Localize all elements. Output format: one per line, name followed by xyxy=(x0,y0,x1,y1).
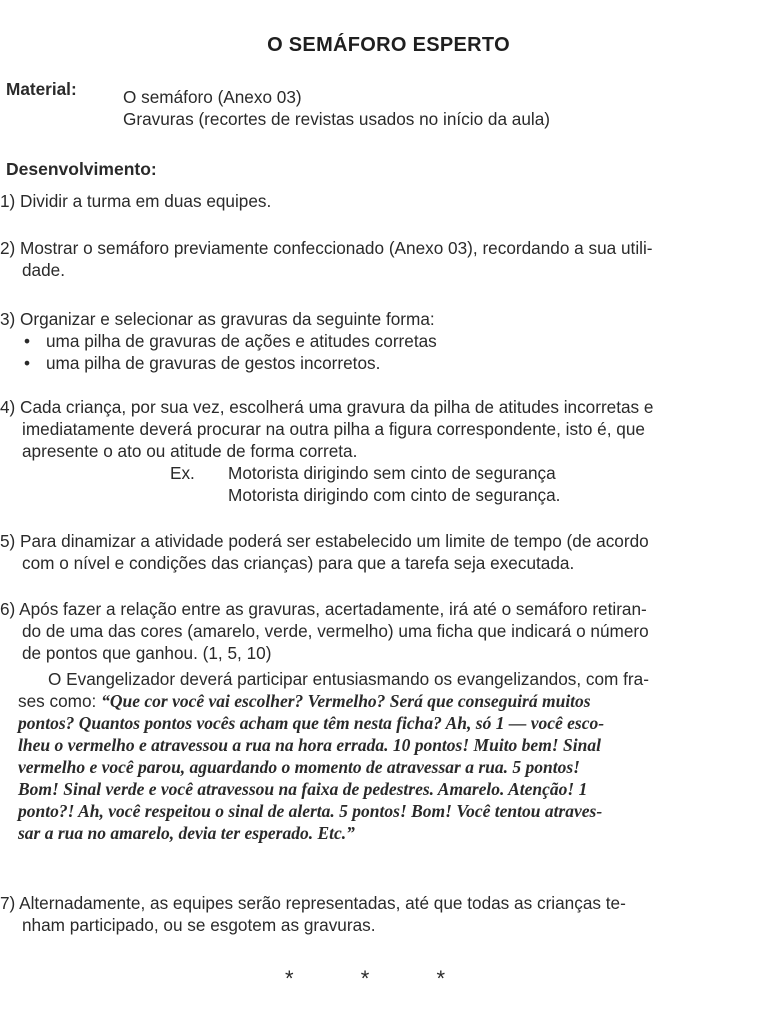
paragraph-line xyxy=(18,690,763,712)
quote-line: ponto?! Ah, você respeitou o sinal de alerta. 5 pontos! Bom! Você tentou atraves- xyxy=(18,801,603,821)
step-4-line: imediatamente deverá procurar na outra pilha a figura correspondente, isto é, que xyxy=(22,419,645,439)
step-1-line: 1) Dividir a turma em duas equipes. xyxy=(0,191,272,211)
step-3-line: 3) Organizar e selecionar as gravuras da seguinte forma: xyxy=(0,309,435,329)
quote-line: lheu o vermelho e atravessou a rua na hora errada. 10 pontos! Muito bem! Sinal xyxy=(18,735,601,755)
quote-text: “Que cor você vai escolher? Vermelho? Será que conseguirá muitos xyxy=(101,691,591,711)
step-7-line: nham participado, ou se esgotem as gravuras. xyxy=(22,915,376,935)
material-item: Gravuras (recortes de revistas usados no início da aula) xyxy=(123,109,551,129)
step-3 xyxy=(0,308,760,374)
bullet-item: • uma pilha de gravuras de gestos incorretos. xyxy=(46,352,760,374)
page-title: O SEMÁFORO ESPERTO xyxy=(267,34,510,56)
example-line: Motorista dirigindo sem cinto de segurança xyxy=(228,463,556,483)
example-label: Ex. xyxy=(170,463,195,483)
step-6-line: do de uma das cores (amarelo, verde, vermelho) uma ficha que indicará o número xyxy=(22,621,649,641)
step-5-line: com o nível e condições das crianças) para que a tarefa seja executada. xyxy=(22,553,575,573)
quote-line: pontos? Quantos pontos vocês acham que têm nesta ficha? Ah, só 1 — você esco- xyxy=(18,713,605,733)
quote-line: Bom! Sinal verde e você atravessou na faixa de pedestres. Amarelo. Atenção! 1 xyxy=(18,779,588,799)
step-6 xyxy=(0,598,760,664)
example-line: Motorista dirigindo com cinto de segurança. xyxy=(228,485,561,505)
material-list xyxy=(123,86,550,130)
star-mark: * xyxy=(285,966,294,991)
material-item: O semáforo (Anexo 03) xyxy=(123,87,302,107)
step-1 xyxy=(0,190,760,212)
step-6-line: de pontos que ganhou. (1, 5, 10) xyxy=(22,643,272,663)
step-7-line: 7) Alternadamente, as equipes serão representadas, até que todas as crianças te- xyxy=(0,893,626,913)
quote-line: sar a rua no amarelo, devia ter esperado. Etc.” xyxy=(18,823,355,843)
step-2 xyxy=(0,237,760,281)
step-2-line: 2) Mostrar o semáforo previamente confeccionado (Anexo 03), recordando a sua utili- xyxy=(0,238,653,258)
bullet-item: • uma pilha de gravuras de ações e atitudes corretas xyxy=(46,330,760,352)
evangelizador-paragraph xyxy=(18,668,763,844)
section-divider-stars xyxy=(285,968,445,990)
paragraph-text: ses como: xyxy=(18,691,102,711)
example-block xyxy=(0,462,760,484)
quote-line: vermelho e você parou, aguardando o momento de atravessar a rua. 5 pontos! xyxy=(18,757,580,777)
step-4-line: 4) Cada criança, por sua vez, escolherá uma gravura da pilha de atitudes incorretas e xyxy=(0,397,654,417)
step-5 xyxy=(0,530,760,574)
step-7 xyxy=(0,892,760,936)
step-4 xyxy=(0,396,760,506)
step-3-bullet-list xyxy=(0,330,760,374)
step-5-line: 5) Para dinamizar a atividade poderá ser estabelecido um limite de tempo (de acordo xyxy=(0,531,649,551)
star-mark: * xyxy=(360,966,370,991)
example-block xyxy=(0,484,760,506)
paragraph-line: O Evangelizador deverá participar entusiasmando os evangelizandos, com fra- xyxy=(48,669,649,689)
star-mark: * xyxy=(436,966,445,991)
desenvolvimento-heading: Desenvolvimento: xyxy=(6,159,157,179)
step-4-line: apresente o ato ou atitude de forma correta. xyxy=(22,441,358,461)
step-6-line: 6) Após fazer a relação entre as gravuras, acertadamente, irá até o semáforo retiran- xyxy=(0,599,647,619)
material-label: Material: xyxy=(6,79,77,99)
step-2-line: dade. xyxy=(22,260,66,280)
